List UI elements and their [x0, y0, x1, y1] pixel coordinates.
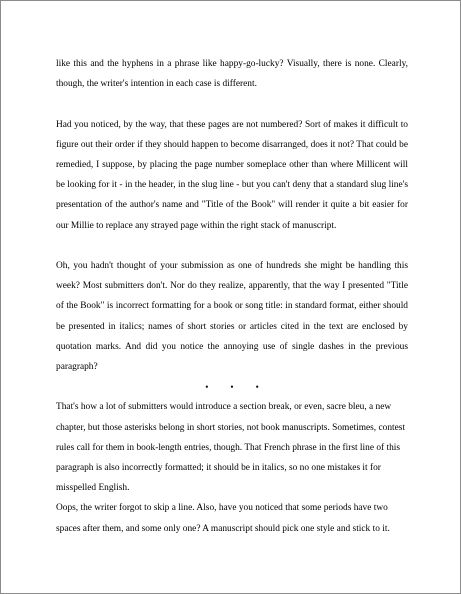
section-break-dot: • — [205, 382, 209, 393]
paragraph-2: Had you noticed, by the way, that these pages are not numbered? Sort of makes it difficult to figure out their order if they should happen to become disarranged, does it not? That could be remedied, I suppose, by placing the page number someplace other than where Millicent will be looking for it - in the header, in the slug line - but you can't deny that a standard slug line's presentation of the author's name and "Title of the Book" will render it quite a bit easier for our Millie to replace any strayed page within the right stack of manuscript. — [56, 119, 408, 231]
paragraph-1: like this and the hyphens in a phrase like happy-go-lucky? Visually, there is none. Clearly, though, the writer's intention in each case is different. — [56, 59, 408, 90]
blank-line — [56, 236, 408, 256]
section-break-dot: • — [255, 382, 259, 393]
section-break — [56, 377, 408, 397]
page-body — [56, 54, 408, 539]
paragraph-3: Oh, you hadn't thought of your submission as one of hundreds she might be handling this week? Most submitters don't. Nor do they realize, apparently, that the way I presented "Title of the Book" is incorrect formatting for a book or song title: in standard format, either should be presented in italics; names of short stories or articles cited in the text are enclosed by quotation marks. And did you notice the annoying use of single dashes in the previous paragraph? — [56, 261, 408, 373]
section-break-dot: • — [230, 382, 234, 393]
paragraph-4: That's how a lot of submitters would introduce a section break, or even, sacre bleu, a new chapter, but those asterisks belong in short stories, not book manuscripts. Sometimes, contest rules call for them in book-length entries, though. That French phrase in the first line of this paragraph is also incorrectly formatted; it should be in italics, so no one mistakes it for misspelled English. — [56, 402, 406, 494]
paragraph-5: Oops, the writer forgot to skip a line. Also, have you noticed that some periods have two spaces after them, and some only one? A manuscript should pick one style and stick to it. — [56, 503, 390, 534]
blank-line — [56, 94, 408, 114]
